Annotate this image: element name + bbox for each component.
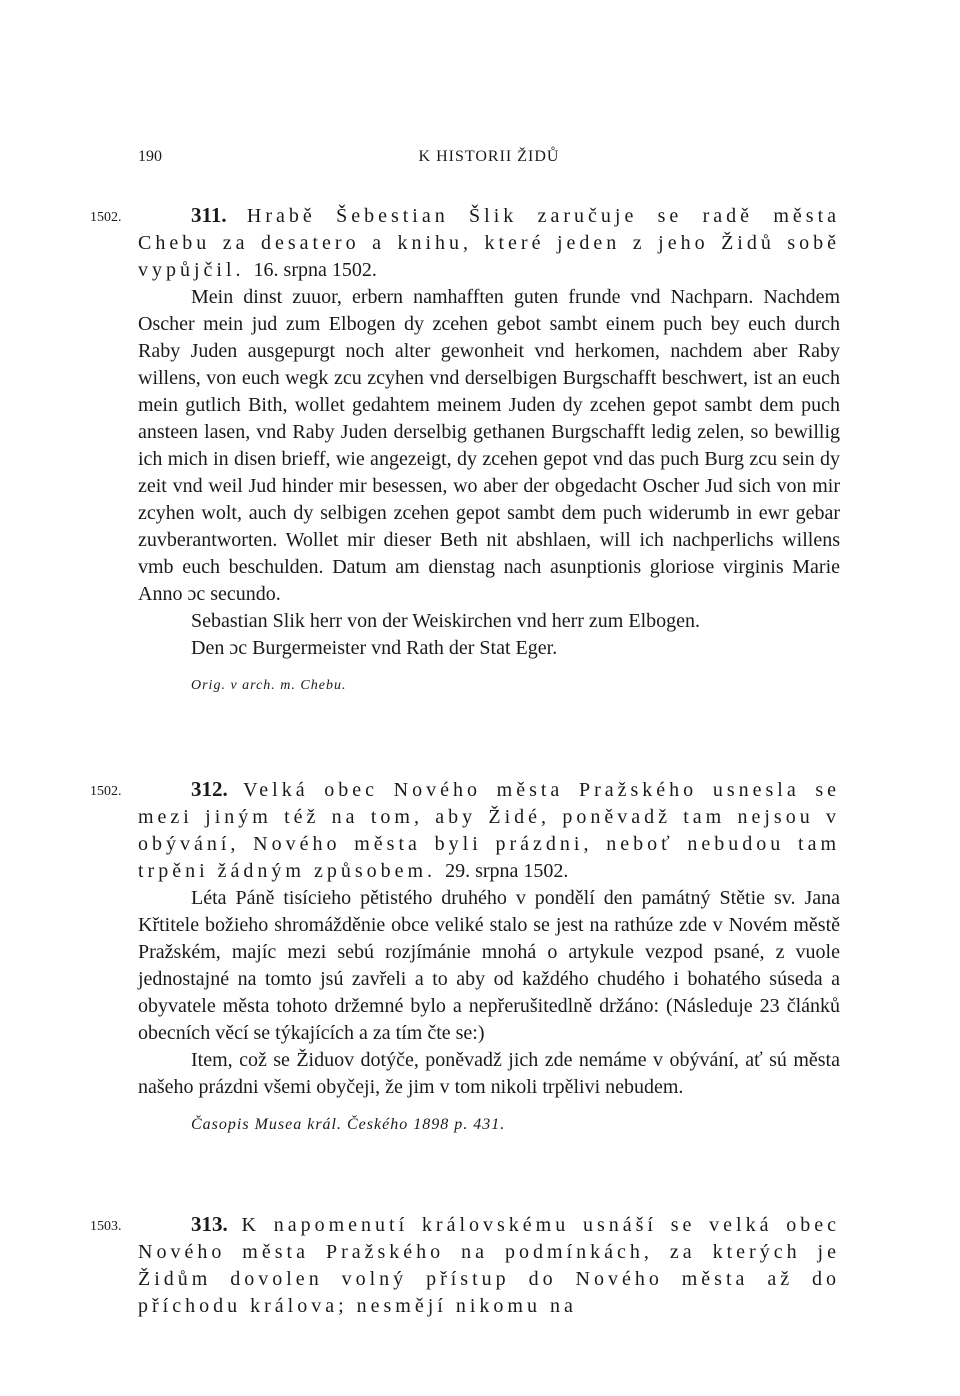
document-text: Mein dinst zuuor, erbern namhafften guten frunde vnd Nachparn. Nachdem Oscher mein jud zum Elbogen dy zcehen gebot sambt einem puch bey euch durch Raby Juden ausgepurgt noch alter gewonheit vnd herkomen, nachdem aber Raby willens, von euch wegk zcu zcyhen vnd derselbigen Burgschafft beschwert, ist an euch mein gutlich Bith, wollet gedahtem meinem Juden dy zcehen gepot sambt dem puch ansteen lasen, vnd Raby Juden derselbig gethanen Burgschafft ledig zelen, so bewillig ich mich in disen brieff, wie angezeigt, dy zcehen gepot vnd das puch Burg zcu sein dy zeit vnd weil Jud hinder mir besessen, wo aber der obgedacht Oscher Jud sich von mir zcyhen wolt, auch dy selbigen zcehen gepot sambt dem puch widerumb in ewr gebar zuvberantworten. Wollet mir dieser Beth nit abshlaen, will ich nachperlichs willens vmb euch beschulden. Datum am dienstag nach asunptionis gloriose virginis Marie Anno ɔc secundo.	[138, 286, 840, 605]
entry-date: 29. srpna 1502.	[445, 860, 569, 882]
document-text: Léta Páně tisícieho pětistého druhého v pondělí den památný Stětie sv. Jana Křtitele božieho shromážděnie obce veliké stalo se jest na rathúze zde v Novém městě Pražském, majíc mezi sebú rozjímánie mnohá o artykule vezpod psané, z vuole jednostajné na tomto jsú zavřeli a to aby od každého chudého i bohatého súseda a obyvatele města tohoto držemné bylo a nepřerušitedlně držáno: (Následuje 23 článků obecních věcí se týkajících a za tím čte se:)	[138, 887, 840, 1044]
entry-number: 313.	[191, 1212, 228, 1236]
entry-heading	[138, 776, 840, 885]
margin-year: 1503.	[90, 1219, 122, 1234]
running-title: K HISTORII ŽIDŮ	[418, 148, 560, 165]
address-line: Den ɔc Burgermeister vnd Rath der Stat Eger.	[191, 637, 558, 659]
signature-line: Sebastian Slik herr von der Weiskirchen vnd herr zum Elbogen.	[191, 610, 701, 632]
entry-312	[90, 776, 841, 1138]
margin-year: 1502.	[90, 784, 122, 799]
margin-year: 1502.	[90, 210, 122, 225]
entry-311	[90, 202, 841, 699]
entry-313	[90, 1211, 840, 1320]
source-note: Časopis Musea král. Českého 1898 p. 431.	[191, 1116, 506, 1133]
document-text: Item, což se Židuov dotýče, poněvadž jich zde nemáme v obývání, ať sú města našeho prázdni všemi obyčeji, že jim v tom nikoli trpělivi nebudem.	[138, 1049, 840, 1098]
entry-heading	[138, 202, 840, 284]
source-note: Orig. v arch. m. Chebu.	[191, 678, 347, 693]
page-header	[138, 148, 840, 172]
entry-summary: K napomenutí královskému usnáší se velká obec Nového města Pražského na podmínkách, za kterých je Židům dovolen volný přístup do Nového města až do příchodu králova; nesmějí nikomu na	[138, 1214, 840, 1317]
page-number: 190	[138, 148, 162, 165]
entry-summary: Velká obec Nového města Pražského usnesla se mezi jiným též na tom, aby Židé, poněvadž tam nejsou v obývání, Nového města byli prázdni, neboť nebudou tam trpěni žádným způsobem.	[138, 779, 841, 882]
entry-date: 16. srpna 1502.	[253, 259, 377, 281]
entry-heading	[138, 1211, 840, 1320]
entry-number: 311.	[191, 203, 227, 227]
entry-summary: Hrabě Šebestian Šlik zaručuje se radě města Chebu za desatero a knihu, které jeden z jeho Židů sobě vypůjčil.	[138, 205, 841, 281]
entry-number: 312.	[191, 777, 228, 801]
